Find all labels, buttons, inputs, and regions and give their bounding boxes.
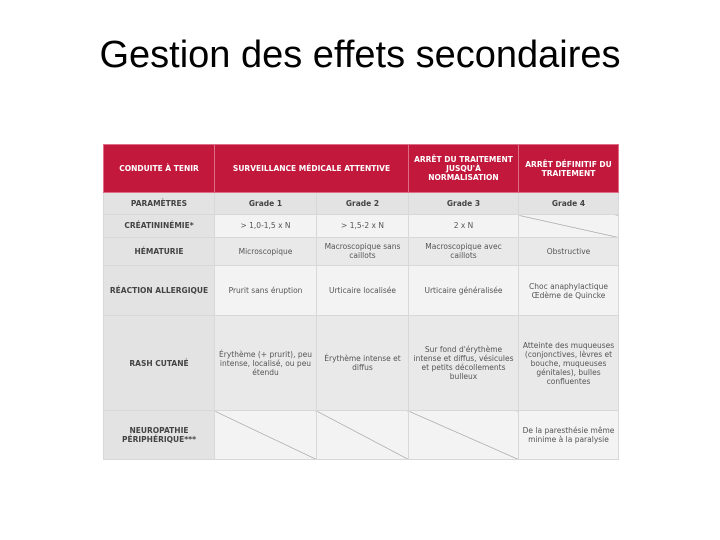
side-effects-table [103,144,619,460]
table-cell: Érythème (+ prurit), peu intense, localisé, ou peu étendu [215,316,317,411]
empty-cell [409,411,519,460]
table-cell: Grade 2 [317,193,409,215]
table-cell: Macroscopique sans caillots [317,237,409,265]
table-cell: Urticaire généralisée [409,265,519,316]
row-label: CRÉATININÉMIE* [104,215,215,237]
row-label: RÉACTION ALLERGIQUE [104,265,215,316]
table-cell: Urticaire localisée [317,265,409,316]
empty-cell [317,411,409,460]
table-cell: Microscopique [215,237,317,265]
slide-title: Gestion des effets secondaires [99,34,621,76]
table-cell: Macroscopique avec caillots [409,237,519,265]
table-row [104,193,619,215]
table-row [104,316,619,411]
table-cell: Grade 1 [215,193,317,215]
header-cell: SURVEILLANCE MÉDICALE ATTENTIVE [215,145,409,193]
table-cell: Grade 3 [409,193,519,215]
table-cell: De la paresthésie même minime à la paralysie [519,411,619,460]
table-cell: > 1,5-2 x N [317,215,409,237]
table-cell: Grade 4 [519,193,619,215]
table-cell: Érythème intense et diffus [317,316,409,411]
header-cell: ARRÊT DU TRAITEMENT JUSQU'À NORMALISATION [409,145,519,193]
row-label: RASH CUTANÉ [104,316,215,411]
table-row [104,411,619,460]
table-cell: > 1,0-1,5 x N [215,215,317,237]
table-cell: Sur fond d'érythème intense et diffus, vésicules et petits décollements bulleux [409,316,519,411]
table-row [104,265,619,316]
table-cell: 2 x N [409,215,519,237]
row-label: HÉMATURIE [104,237,215,265]
table-row [104,237,619,265]
header-cell: CONDUITE À TENIR [104,145,215,193]
row-label: NEUROPATHIE PÉRIPHÉRIQUE*** [104,411,215,460]
table-header-row [104,145,619,193]
table-cell: Prurit sans éruption [215,265,317,316]
row-label: PARAMÈTRES [104,193,215,215]
table-row [104,215,619,237]
header-cell: ARRÊT DÉFINITIF DU TRAITEMENT [519,145,619,193]
table-cell: Atteinte des muqueuses (conjonctives, lèvres et bouche, muqueuses génitales), bulles confluentes [519,316,619,411]
empty-cell [519,215,619,237]
side-effects-table-wrapper [103,144,618,460]
table-cell: Choc anaphylactique Œdème de Quincke [519,265,619,316]
empty-cell [215,411,317,460]
table-cell: Obstructive [519,237,619,265]
